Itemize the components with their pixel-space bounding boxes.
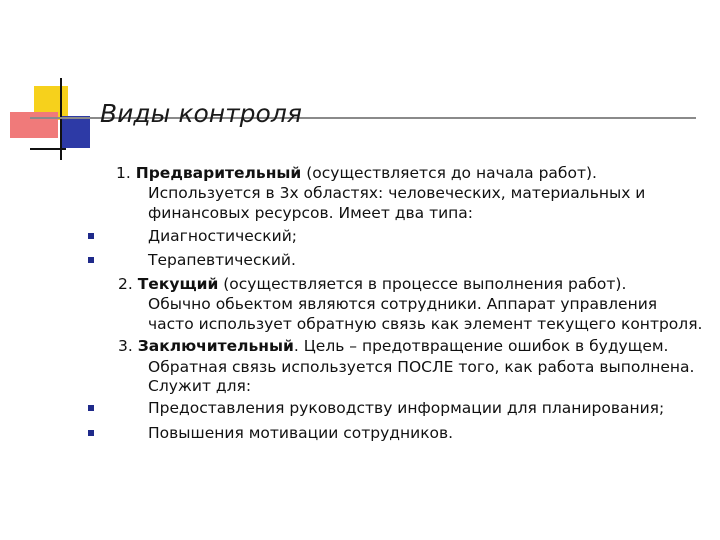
list-text: Обычно обьектом являются сотрудники. Аппарат управления bbox=[148, 295, 658, 313]
list-text: Повышения мотивации сотрудников. bbox=[148, 424, 454, 442]
list-item-2: 2. Текущий (осуществляется в процессе выполнения работ). bbox=[118, 275, 627, 293]
list-text: Терапевтический. bbox=[148, 251, 296, 269]
list-text: Обратная связь используется ПОСЛЕ того, как работа выполнена. bbox=[148, 358, 695, 376]
list-text: Предоставления руководству информации для планирования; bbox=[148, 399, 665, 417]
bullet-icon bbox=[88, 430, 94, 436]
item-bold: Заключительный bbox=[137, 337, 294, 355]
list-item-3: 3. Заключительный. Цель – предотвращение ошибок в будущем. bbox=[118, 337, 669, 355]
deco-blue-square bbox=[60, 116, 90, 148]
list-text: Служит для: bbox=[148, 377, 252, 395]
bullet-icon bbox=[88, 257, 94, 263]
list-text: Диагностический; bbox=[148, 227, 298, 245]
bullet-icon bbox=[88, 233, 94, 239]
list-text: финансовых ресурсов. Имеет два типа: bbox=[148, 204, 474, 222]
slide-title: Виды контроля bbox=[100, 99, 302, 128]
list-text: часто использует обратную связь как элемент текущего контроля. bbox=[148, 315, 703, 333]
list-item-1: 1. Предварительный (осуществляется до начала работ). bbox=[116, 164, 597, 182]
deco-short-horizontal-line bbox=[30, 148, 66, 150]
deco-red-bar bbox=[10, 112, 58, 138]
list-text: Используется в 3х областях: человеческих, материальных и bbox=[148, 184, 646, 202]
item-bold: Предварительный bbox=[135, 164, 302, 182]
bullet-icon bbox=[88, 405, 94, 411]
item-bold: Текущий bbox=[137, 275, 219, 293]
